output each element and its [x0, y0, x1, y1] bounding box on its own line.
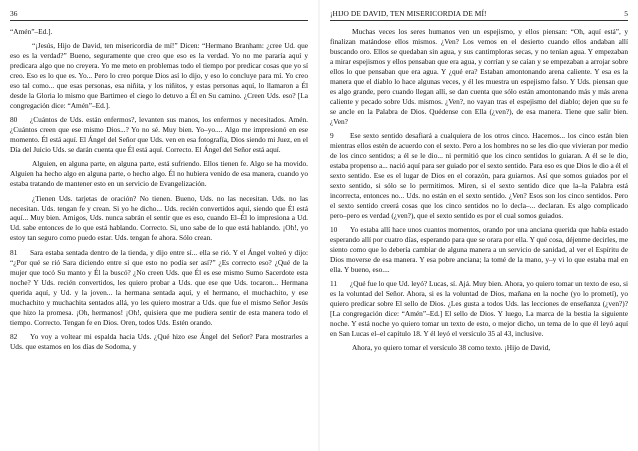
paragraph: “¡Jesús, Hijo de David, ten misericordia de mí!” Dicen: “Hermano Branham: ¿cree Ud. que eso es la verdad?” Bueno, seguramente que creo que eso es la verdad. Yo no me pararía aquí y predicara algo que no creyera. Yo me meto en problemas todo el tiempo por predicar cosas que yo sí creo. Eso es lo que es. Yo... Pero lo creo porque Dios así lo dijo, y eso lo concluye para mí. Yo creo eso tal como... que esas personas, esa niñita, y los niñitos, y estas personas aquí, lo llamaron a Él desde la Gloria lo mismo que Bartimeo el ciego lo detuvo a Él en Su camino. ¿Creen Uds. eso? [La congregación dice: “Amén”–Ed.]. [10, 41, 308, 111]
right-page-body [330, 27, 628, 353]
right-page [322, 0, 638, 451]
numbered-paragraph: 9 Ese sexto sentido desafiará a cualquiera de los otros cinco. Hacemos... los cinco están bien mientras ellos estén de acuerdo con el sexto. Pero a los hombres no se les dio que vivieran por medio de los cinco sentidos; a él se le dio... ni permitió que los cinco sentidos lo guiaran. A él se le dio, estaba propenso a... nació aquí para ser guiado por el sexto sentido. Para eso es que Dios le dio a él el sexto sentido. Ese es el lugar de Dios en el corazón, para guiarnos. Así que somos guiados por el sexto sentido, si sólo se lo permitimos. Miren, si el sexto sentido dice que la–la Palabra está incorrecta, entonces no... Uds. no están en el sexto sentido. ¿Ven? Esos son los cinco sentidos. Pero el sexto sentido creerá cosas que los cinco sentidos no lo decla–... declaran. Es algo complicado pero–pero es verdad (¿ven?), que el sexto sentido es por el cual somos guiados. [330, 131, 628, 220]
paragraph: “Amén”–Ed.]. [10, 27, 53, 36]
paragraph: ¿Tienen Uds. tarjetas de oración? No tienen. Bueno, Uds. no las necesitan. Uds. no las necesitan. Uds. tengan fe y crean. Si yo he dicho... Uds. recién convertidos aquí, siendo que Él está aquí... Muy bien. Amigos, Uds. nunca sabrán el sentir que es eso, cuando El–Él lo impresiona a Ud. Ud. sabe entonces de lo que está hablando. Correcto. Si, uno sabe de lo que está hablando. ¡Oh!, yo estoy tan seguro como puedo estar. Uds. tengan fe ahora. Sólo crean. [10, 193, 308, 243]
paragraph-number: 9 [330, 131, 334, 141]
paragraph: Alguien, en alguna parte, en alguna parte, está sufriendo. Ellos tienen fe. Algo se ha movido. Alguien ha hecho algo en alguna parte, o hecho algo. Él no hubiera venido de esa manera, cuando yo estaba tratando de mantener esto en un servicio de Evangelización. [10, 159, 308, 189]
paragraph-number: 10 [330, 225, 338, 235]
numbered-paragraph: 82 Yo voy a voltear mi espalda hacia Uds. ¿Qué hizo ese Ángel del Señor? Para mostrarles a Uds. que estamos en los días de Sodoma, y [10, 331, 308, 351]
running-title: ¡HIJO DE DAVID, TEN MISERICORDIA DE MÍ! [330, 9, 487, 18]
numbered-paragraph: 80 ¿Cuántos de Uds. están enfermos?, levanten sus manos, los enfermos y necesitados. Amén. ¿Cuántos creen que ese mismo Dios...? Yo no sé. Muy bien. Yo–yo.... Algo me impresionó en ese momento. Él está aquí. El Ángel del Señor que Uds. ven en esa fotografía, Dios siendo mi Juez, en el Día del Juicio Uds. se darán cuenta que Él está aquí. Correcto. El Ángel del Señor está aquí. [10, 115, 308, 155]
right-page-number: 5 [624, 9, 628, 18]
left-page-number: 36 [10, 9, 18, 18]
paragraph-number: 81 [10, 247, 18, 257]
numbered-paragraph: 11 ¿Qué fue lo que Ud. leyó? Lucas, sí. Ajá. Muy bien. Ahora, yo quiero tomar un texto de eso, si es la voluntad del Señor. Ahora, si es la voluntad de Dios, mañana en la noche (yo lo prometí), yo quiero predicar sobre El sello de Dios. ¿Les gusta a todos Uds. las lecciones de enseñanza (¿ven?)? [La congregación dice: “Amén”–Ed.] El sello de Dios. Y luego, La marca de la bestia la siguiente noche. Y está noche yo quiero tomar un texto de esto, o mejor dicho, un tema de lo que él leyó aquí en San Lucas el–el capítulo 18. Y él leyó el versículo 35 al 43, inclusive. [330, 279, 628, 339]
paragraph: Muchas veces los seres humanos ven un espejismo, y ellos piensan: “Oh, aquí está”, y finalizan matándose ellos mismos. ¿Ven? Los vemos en el desierto cuando ellos andaban allí buscando oro. Ellos se quedaban sin agua, y sus cantimploras secas, y no tenían agua. Y empezaban a mirar espejismos y ellos pensaban que era agua, y corrían y se caían y se empezaban a arrojar sobre ellos lo que pensaban que era agua. Y ¿qué era? Estaban amontonando arena caliente. Y esa es la manera que el diablo lo hace algunas veces, y él les muestra un espejismo falso. Y Uds. piensan que es algo grande, pero cuando llegan allí, se dan cuenta que sólo están amontonando más y más arena caliente y pecado sobre Uds. mismos. ¿Ven?, no vayan tras el espejismo del diablo; dejen que su fe se ancle en la Palabra de Dios. Quédense con Ella (¿ven?), de esa manera. Tiene que salir bien. ¿Ven? [330, 27, 628, 126]
right-page-header [330, 9, 628, 21]
left-page-header [10, 9, 308, 21]
numbered-paragraph: 81 Sara estaba sentada dentro de la tienda, y dijo entre sí... ella se rió. Y el Ángel volteó y dijo: “¿Por qué se rió Sara diciendo entre sí que esto no podía ser así?” ¿Es correcto eso? ¿Qué de la mujer que tocó Su manto y Él la buscó? ¿No creen Uds. que Él es ese mismo Sumo Sacerdote esta noche? Y Uds. recién convertidos, les quiero probar a Uds. que ese que Uds. tocaron... Hermana querida aquí, y Ud. y la joven... la hermana sentada aquí, y el hermano, el muchachito, y ese muchachito y muchachita sentados allá, yo les quiero mostrar a Uds. que fue el mismo Señor Jesús que hizo la promesa. ¡Oh, hermanos! ¡Oh!, quisiera que me pudiera sentir de esta manera todo el tiempo. Correcto. Tengan fe en Dios. Oren, todos Uds. Estén orando. [10, 247, 308, 327]
paragraph-number: 11 [330, 279, 338, 289]
paragraph-number: 80 [10, 115, 18, 125]
page-gutter [318, 0, 320, 451]
numbered-paragraph: 10 Yo estaba allí hace unos cuantos momentos, orando por una anciana querida que había estado esperando allí por cuatro días, esperando para que se orara por ella. Y qué cosa, déjenme decirles, me siento como que lo debería cambiar de alguna manera a un servicio de sanidad, al ver el Espíritu de Dios moverse de esa manera. Y esa pobre anciana; la tomé de la mano, y–y vi lo que estaba mal en ella. Y bueno, eso.... [330, 225, 628, 275]
paragraph: Ahora, yo quiero tomar el versículo 38 como texto. ¡Hijo de David, [352, 343, 551, 353]
left-page [0, 0, 316, 451]
paragraph-number: 82 [10, 331, 18, 341]
left-page-body [10, 27, 308, 352]
